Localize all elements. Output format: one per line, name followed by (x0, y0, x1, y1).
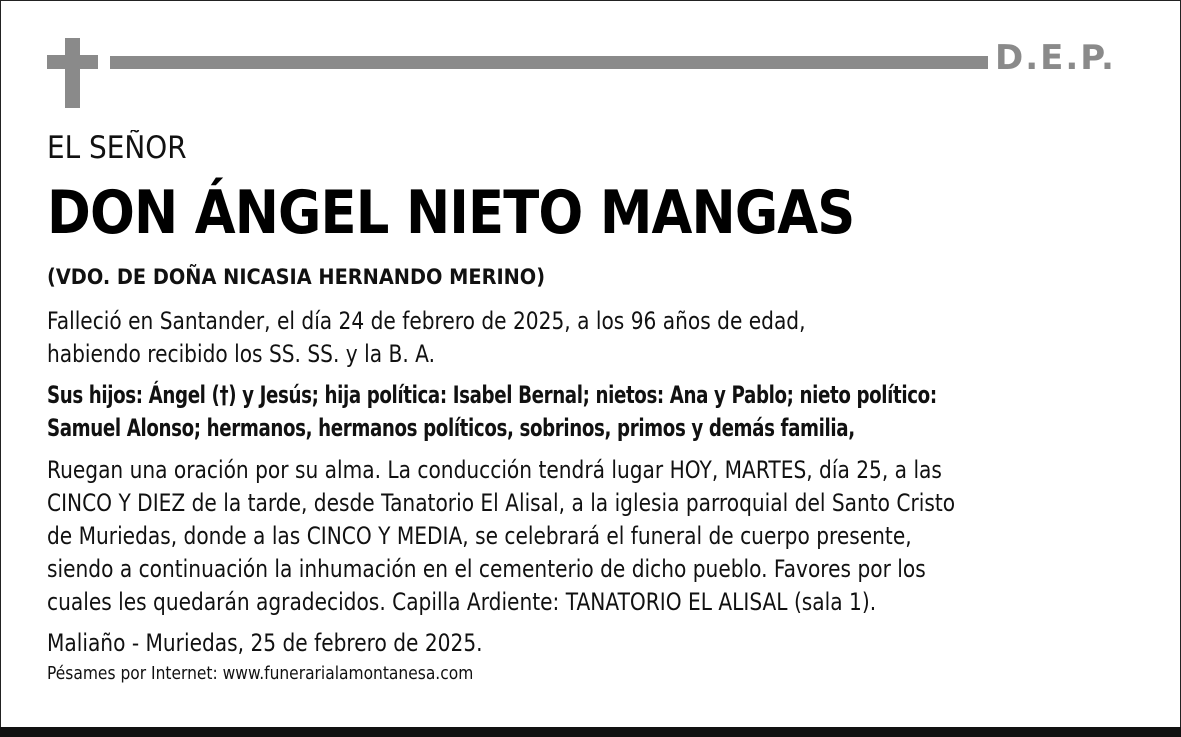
funeral-line-5: cuales les quedarán agradecidos. Capilla Ardiente: TANATORIO EL ALISAL (sala 1). (47, 588, 877, 616)
family-line-1: Sus hijos: Ángel (†) y Jesús; hija política: Isabel Bernal; nietos: Ana y Pablo; nieto político: (47, 381, 937, 409)
header-rule (110, 56, 988, 69)
cross-icon-vertical (65, 38, 80, 108)
place-date: Maliaño - Muriedas, 25 de febrero de 2025. (47, 629, 483, 657)
funeral-line-3: de Muriedas, donde a las CINCO Y MEDIA, se celebrará el funeral de cuerpo presente, (47, 522, 912, 550)
death-line-1: Falleció en Santander, el día 24 de febrero de 2025, a los 96 años de edad, (47, 307, 806, 335)
death-line-2: habiendo recibido los SS. SS. y la B. A. (47, 340, 435, 368)
bottom-rule (0, 727, 1181, 737)
deceased-name: DON ÁNGEL NIETO MANGAS (47, 178, 855, 248)
funeral-line-1: Ruegan una oración por su alma. La conducción tendrá lugar HOY, MARTES, día 25, a las (47, 456, 942, 484)
cross-icon-horizontal (47, 55, 98, 69)
dep-label: D.E.P. (995, 38, 1116, 78)
funeral-line-2: CINCO Y DIEZ de la tarde, desde Tanatorio El Alisal, a la iglesia parroquial del Santo Cristo (47, 489, 956, 517)
honorific: EL SEÑOR (47, 130, 187, 166)
spouse-line: (VDO. DE DOÑA NICASIA HERNANDO MERINO) (47, 265, 546, 289)
condolences-line: Pésames por Internet: www.funerarialamontanesa.com (47, 663, 474, 684)
funeral-line-4: siendo a continuación la inhumación en el cementerio de dicho pueblo. Favores por los (47, 555, 926, 583)
family-line-2: Samuel Alonso; hermanos, hermanos políticos, sobrinos, primos y demás familia, (47, 414, 855, 442)
